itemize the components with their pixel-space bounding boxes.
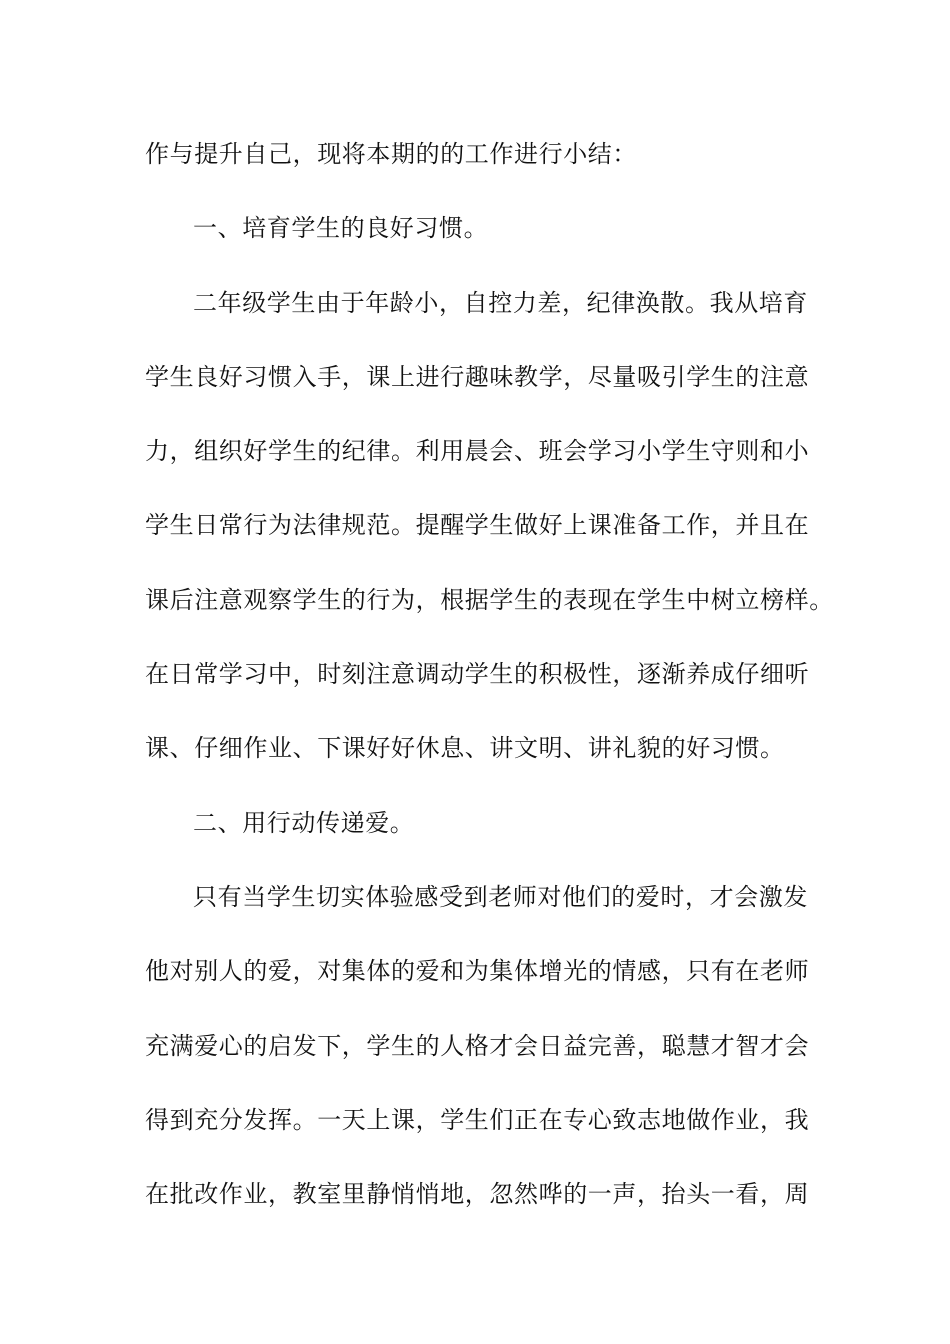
text-line: 力，组织好学生的纪律。利用晨会、班会学习小学生守则和小 xyxy=(145,437,810,466)
text-line: 在日常学习中，时刻注意调动学生的积极性，逐渐养成仔细听 xyxy=(145,660,810,689)
paragraph-first-line: 二年级学生由于年龄小，自控力差，纪律涣散。我从培育 xyxy=(193,288,808,317)
text-line: 作与提升自己，现将本期的的工作进行小结： xyxy=(145,140,637,168)
text-line: 学生良好习惯入手，课上进行趣味教学，尽量吸引学生的注意 xyxy=(145,362,810,391)
text-line: 他对别人的爱，对集体的爱和为集体增光的情感，只有在老师 xyxy=(145,957,810,986)
text-line: 学生日常行为法律规范。提醒学生做好上课准备工作，并且在 xyxy=(145,511,810,540)
body-text xyxy=(145,130,834,1244)
paragraph-first-line: 只有当学生切实体验感受到老师对他们的爱时，才会激发 xyxy=(193,882,808,911)
text-line: 课、仔细作业、下课好好休息、讲文明、讲礼貌的好习惯。 xyxy=(145,734,785,763)
text-line: 课后注意观察学生的行为，根据学生的表现在学生中树立榜样。 xyxy=(145,585,834,614)
section-heading: 二、用行动传递爱。 xyxy=(193,808,415,837)
text-line: 得到充分发挥。一天上课，学生们正在专心致志地做作业，我 xyxy=(145,1105,810,1134)
text-line: 充满爱心的启发下，学生的人格才会日益完善，聪慧才智才会 xyxy=(145,1031,810,1060)
text-line: 在批改作业，教室里静悄悄地，忽然哗的一声，抬头一看，周 xyxy=(145,1180,810,1209)
section-heading: 一、培育学生的良好习惯。 xyxy=(193,214,489,243)
